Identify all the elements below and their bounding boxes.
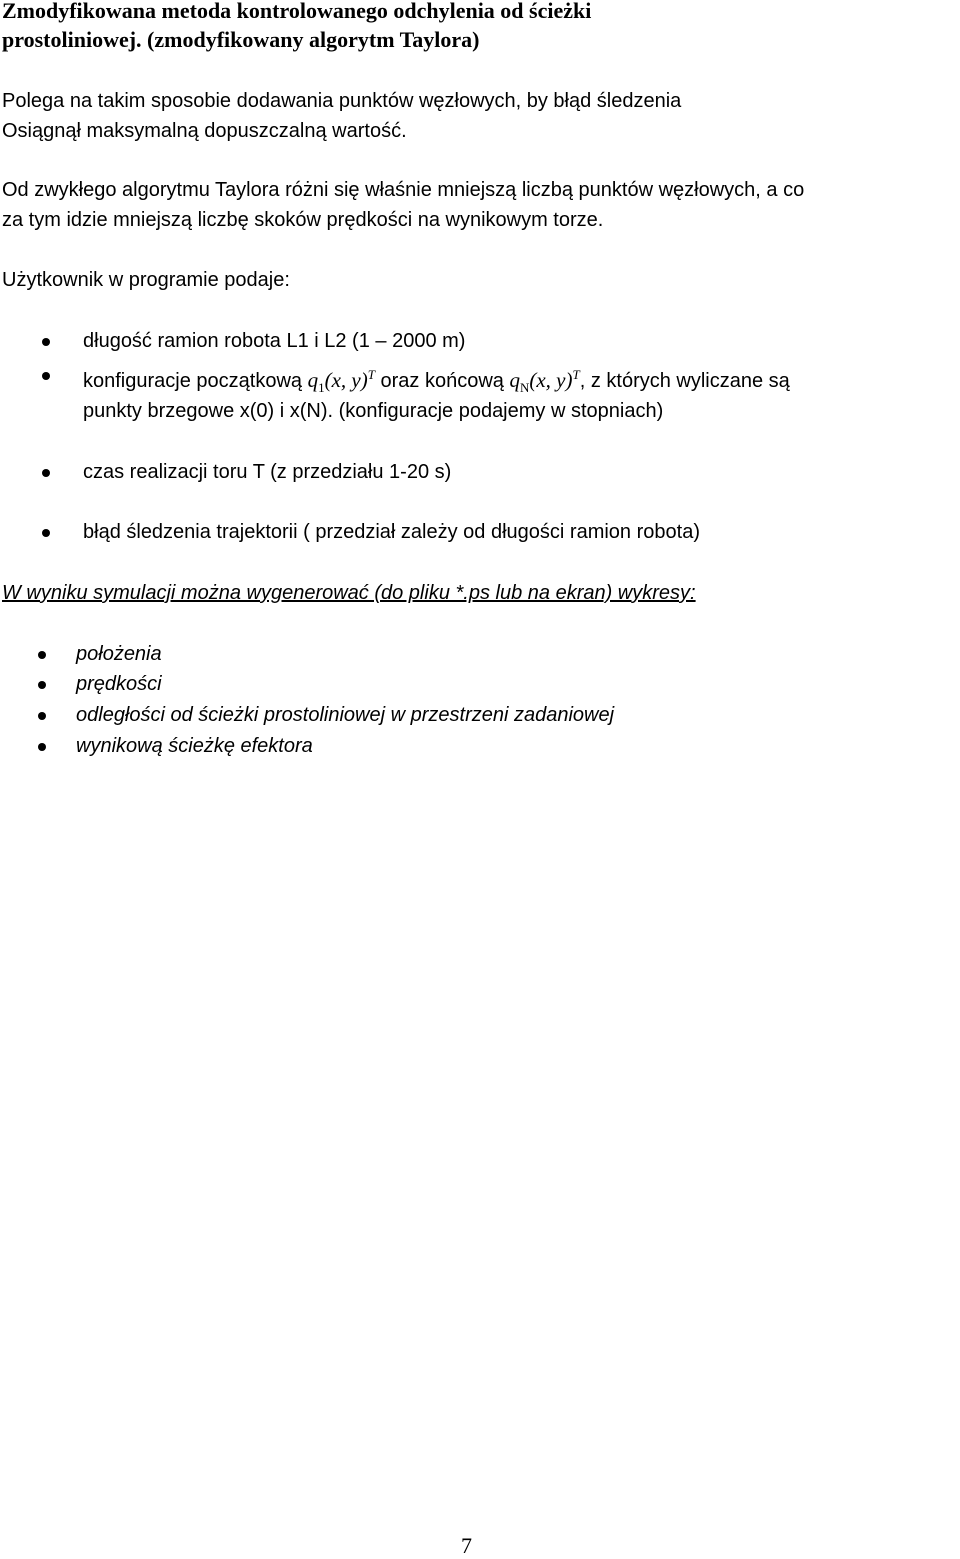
output-item-text: prędkości [76, 673, 162, 695]
list-item-text: błąd śledzenia trajektorii ( przedział zależy od długości ramion robota) [83, 521, 700, 543]
list-item-text: czas realizacji toru T (z przedziału 1-20 s) [83, 461, 452, 483]
bullet-icon [42, 338, 50, 346]
text-fragment: konfiguracje początkową [83, 370, 308, 392]
list-item-text: długość ramion robota L1 i L2 (1 – 2000 m) [83, 330, 466, 352]
paragraph-line: Osiągnął maksymalną dopuszczalną wartość. [2, 120, 407, 142]
title-line-1: Zmodyfikowana metoda kontrolowanego odchylenia od ścieżki [2, 0, 592, 23]
paragraph-line: za tym idzie mniejszą liczbę skoków prędkości na wynikowym torze. [2, 209, 604, 231]
bullet-icon [42, 469, 50, 477]
document-title [2, 0, 942, 54]
bullet-icon [38, 651, 46, 659]
output-item-text: wynikową ścieżkę efektora [76, 735, 313, 757]
output-item-text: położenia [76, 643, 162, 665]
paragraph-line: Polega na takim sposobie dodawania punktów węzłowych, by błąd śledzenia [2, 90, 682, 112]
title-line-2: prostoliniowej. (zmodyfikowany algorytm Taylora) [2, 27, 480, 52]
bullet-icon [38, 712, 46, 720]
paragraph-difference [2, 175, 960, 235]
bullet-icon [38, 743, 46, 751]
paragraph-line: Od zwykłego algorytmu Taylora różni się właśnie mniejszą liczbą punktów węzłowych, a co [2, 179, 805, 201]
bullet-icon [42, 372, 50, 380]
list-item-continuation: punkty brzegowe x(0) i x(N). (konfiguracje podajemy w stopniach) [83, 400, 664, 422]
bullet-icon [42, 529, 50, 537]
math-qN: $q_N(x$, y)$^T$ [509, 367, 580, 396]
text-fragment: oraz końcową [374, 370, 510, 392]
page-number: 7 [461, 1533, 472, 1558]
math-q1: $q_1(x$, y)$^T$ [307, 367, 375, 396]
text-fragment: , z których wyliczane są [579, 370, 790, 392]
output-item-text: odległości od ścieżki prostoliniowej w przestrzeni zadaniowej [76, 704, 615, 726]
bullet-icon [38, 681, 46, 689]
outputs-heading: W wyniku symulacji można wygenerować (do pliku *.ps lub na ekran) wykresy: [2, 582, 696, 604]
paragraph-user-inputs-intro: Użytkownik w programie podaje: [2, 269, 290, 291]
paragraph-method-description [2, 86, 960, 146]
